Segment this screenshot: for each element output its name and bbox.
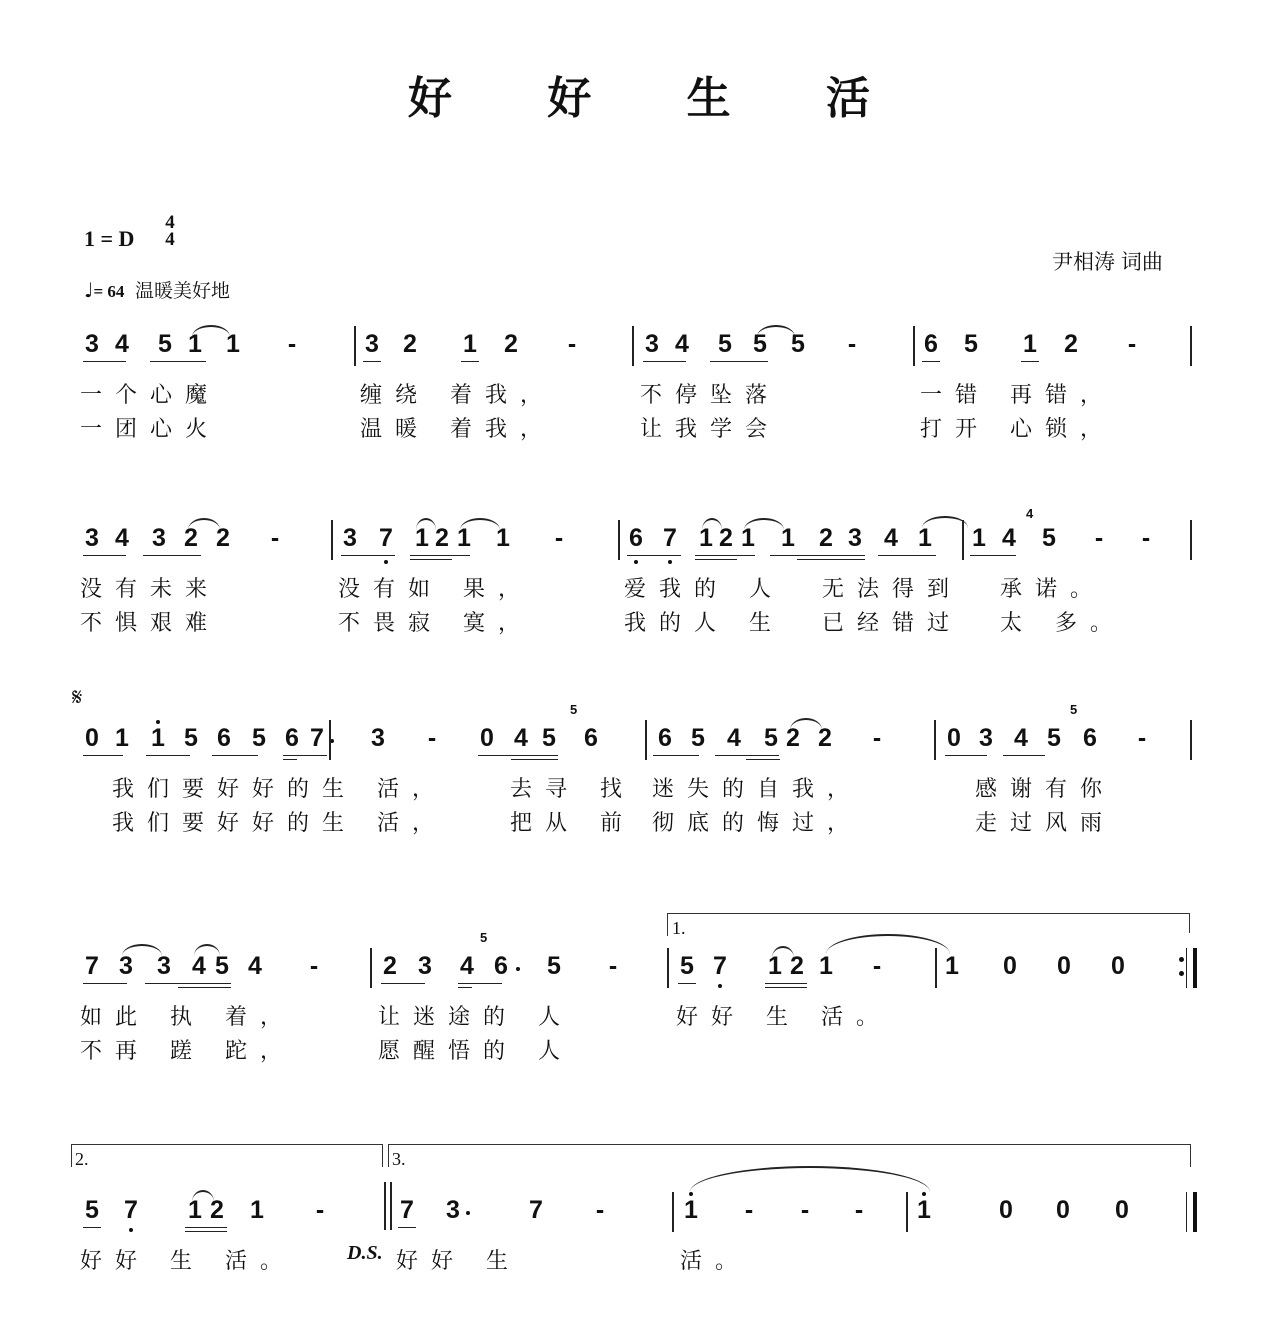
barline — [354, 326, 356, 366]
lyric-verse-1: 我们要好好的生 活， — [112, 777, 447, 802]
tie — [702, 518, 722, 530]
note: 5 — [964, 330, 978, 358]
underline — [770, 555, 865, 556]
note: 4 — [115, 524, 129, 552]
underline — [83, 361, 126, 362]
note: 5 — [184, 724, 198, 752]
tie — [188, 518, 220, 530]
note: 0 — [85, 724, 99, 752]
note: 4 — [192, 952, 206, 980]
note: 2 — [383, 952, 397, 980]
note: 5 — [691, 724, 705, 752]
dash: - — [608, 952, 618, 980]
note: 0 — [999, 1196, 1013, 1224]
note: 4 — [727, 724, 741, 752]
lyric-verse-1: 感谢有你 — [975, 777, 1116, 802]
note: 1 — [768, 952, 782, 980]
note: 5 — [547, 952, 561, 980]
note: 1 — [463, 330, 477, 358]
barline — [1190, 520, 1192, 560]
note: 3 — [446, 1196, 460, 1224]
underline — [458, 987, 472, 988]
underline — [83, 983, 127, 984]
note: 1 — [684, 1196, 698, 1224]
note: 3 — [343, 524, 357, 552]
underline — [746, 759, 780, 760]
dash: - — [315, 1196, 325, 1224]
lyric-verse-2: 彻底的悔过， — [652, 811, 863, 836]
note: 1 — [945, 952, 959, 980]
barline — [913, 326, 915, 366]
low-octave-dot — [718, 984, 722, 988]
double-barline — [384, 1182, 392, 1230]
lyric-verse-2: 打开 心锁， — [920, 417, 1115, 442]
lyric-verse-2: 温暖 着我， — [360, 417, 555, 442]
underline — [83, 1227, 101, 1228]
note: 3 — [152, 524, 166, 552]
grace-note: 5 — [480, 930, 488, 945]
note: 2 — [719, 524, 733, 552]
note: 7 — [400, 1196, 414, 1224]
note: 6 — [629, 524, 643, 552]
lyric-verse-2: 走过风雨 — [975, 811, 1116, 836]
volta-label-2: 2. — [75, 1149, 89, 1169]
underline — [150, 361, 206, 362]
note: 1 — [819, 952, 833, 980]
underline — [363, 361, 381, 362]
note: 5 — [158, 330, 172, 358]
lyric-verse-2: 一团心火 — [80, 417, 221, 442]
note: 7 — [529, 1196, 543, 1224]
note: 0 — [1057, 952, 1071, 980]
note: 1 — [1023, 330, 1037, 358]
note: 6 — [924, 330, 938, 358]
lyric-verse-2: 不再 蹉 跎， — [80, 1039, 295, 1064]
repeat-end-barline — [1186, 948, 1197, 988]
volta-bracket-3 — [388, 1144, 1191, 1167]
lyric-verse-1: 爱我的 人 — [624, 577, 784, 602]
note: 1 — [250, 1196, 264, 1224]
note: 3 — [418, 952, 432, 980]
note: 1 — [226, 330, 240, 358]
note: 1 — [415, 524, 429, 552]
barline — [331, 520, 333, 560]
note: 6 — [658, 724, 672, 752]
underline — [146, 755, 190, 756]
tie — [826, 934, 950, 954]
lyric-verse-1: 不停坠落 — [640, 383, 781, 408]
note: 2 — [819, 524, 833, 552]
barline — [935, 948, 937, 988]
note: 5 — [1042, 524, 1056, 552]
dal-segno-marking: D.S. — [347, 1242, 383, 1264]
lyric-verse-1: 好好 生 — [396, 1249, 521, 1274]
dash: - — [854, 1196, 864, 1224]
quarter-note-icon: ♩ — [84, 278, 94, 302]
underline — [797, 559, 865, 560]
lyric-verse-2: 愿醒悟的 人 — [378, 1039, 573, 1064]
low-octave-dot — [668, 560, 672, 564]
barline — [672, 1192, 674, 1232]
underline — [185, 1227, 227, 1228]
tempo-marking — [84, 276, 230, 303]
tie — [790, 718, 822, 730]
tie — [690, 1166, 930, 1192]
key-signature: 1 = D — [84, 226, 135, 251]
grace-note: 5 — [570, 702, 578, 717]
lyric-verse-2: 我的人 生 — [624, 611, 784, 636]
underline — [765, 983, 807, 984]
volta-bracket-2 — [71, 1144, 383, 1167]
lyric-verse-1: 承诺。 — [1000, 577, 1106, 602]
underline — [185, 1231, 227, 1232]
dash: - — [1094, 524, 1104, 552]
lyric-verse-1: 好好 生 活。 — [80, 1249, 295, 1274]
barline — [934, 720, 936, 760]
underline — [212, 755, 258, 756]
note: 4 — [115, 330, 129, 358]
dash: - — [309, 952, 319, 980]
note: 5 — [680, 952, 694, 980]
underline — [83, 555, 126, 556]
repeat-dots — [1179, 957, 1183, 985]
tie — [772, 946, 794, 958]
low-octave-dot — [634, 560, 638, 564]
lyric-verse-2: 已经错过 — [822, 611, 963, 636]
time-sig-top: 4 — [165, 212, 175, 233]
underline — [695, 555, 755, 556]
note: 1 — [115, 724, 129, 752]
underline — [478, 755, 558, 756]
note: 4 — [884, 524, 898, 552]
underline — [1021, 361, 1039, 362]
volta-label-1: 1. — [672, 918, 686, 938]
note: 3 — [645, 330, 659, 358]
note: 6 — [1083, 724, 1097, 752]
note: 2 — [504, 330, 518, 358]
note: 7 — [379, 524, 393, 552]
note: 3 — [979, 724, 993, 752]
note: 0 — [1111, 952, 1125, 980]
note: 3 — [365, 330, 379, 358]
barline — [618, 520, 620, 560]
underline — [653, 755, 699, 756]
underline — [970, 555, 1016, 556]
underline — [410, 559, 452, 560]
underline — [461, 361, 479, 362]
volta-end — [1189, 913, 1190, 933]
song-title: 好 好 生 活 — [408, 73, 910, 124]
note: 1 — [457, 524, 471, 552]
augmentation-dot — [516, 967, 520, 971]
barline — [645, 720, 647, 760]
dash: - — [1141, 524, 1151, 552]
note: 5 — [542, 724, 556, 752]
high-octave-dot — [156, 720, 160, 724]
note: 5 — [718, 330, 732, 358]
tie — [194, 944, 220, 956]
note: 3 — [119, 952, 133, 980]
tie — [192, 325, 230, 337]
underline — [283, 755, 327, 756]
underline — [1003, 755, 1045, 756]
note: 7 — [310, 724, 324, 752]
note: 6 — [285, 724, 299, 752]
time-sig-bottom: 4 — [165, 229, 175, 250]
note: 1 — [918, 524, 932, 552]
dash: - — [287, 330, 297, 358]
note: 2 — [435, 524, 449, 552]
lyric-verse-1: 一个心魔 — [80, 383, 221, 408]
note: 5 — [764, 724, 778, 752]
underline — [511, 759, 558, 760]
underline — [715, 755, 779, 756]
tie — [757, 325, 795, 337]
note: 5 — [85, 1196, 99, 1224]
dash: - — [847, 330, 857, 358]
lyric-verse-1: 缠绕 着我， — [360, 383, 555, 408]
tie — [416, 518, 436, 530]
note: 1 — [781, 524, 795, 552]
barline — [1190, 326, 1192, 366]
note: 7 — [663, 524, 677, 552]
lyric-verse-1: 去寻 找 — [510, 777, 635, 802]
underline — [398, 1227, 416, 1228]
underline — [878, 555, 936, 556]
note: 1 — [741, 524, 755, 552]
underline — [283, 759, 297, 760]
dash: - — [1137, 724, 1147, 752]
underline — [765, 987, 807, 988]
note: 4 — [460, 952, 474, 980]
high-octave-dot — [922, 1192, 926, 1196]
note: 1 — [151, 724, 165, 752]
barline — [329, 720, 331, 760]
dash: - — [1127, 330, 1137, 358]
note: 7 — [124, 1196, 138, 1224]
note: 0 — [1003, 952, 1017, 980]
note: 0 — [1115, 1196, 1129, 1224]
note: 4 — [675, 330, 689, 358]
composer-credit: 尹相涛 词曲 — [1052, 251, 1163, 274]
lyric-verse-1: 一错 再错， — [920, 383, 1115, 408]
volta-bracket-1 — [667, 913, 1190, 936]
high-octave-dot — [689, 1192, 693, 1196]
note: 2 — [210, 1196, 224, 1224]
underline — [710, 361, 768, 362]
time-signature — [160, 214, 180, 248]
note: 6 — [217, 724, 231, 752]
segno-icon: 𝄋 — [72, 683, 83, 711]
note: 0 — [1056, 1196, 1070, 1224]
note: 1 — [699, 524, 713, 552]
underline — [922, 361, 940, 362]
lyric-verse-1: 迷失的自我， — [652, 777, 863, 802]
tie — [460, 518, 500, 530]
lyric-verse-1: 让迷途的 人 — [378, 1005, 573, 1030]
note: 4 — [1014, 724, 1028, 752]
note: 1 — [972, 524, 986, 552]
dash: - — [595, 1196, 605, 1224]
underline — [458, 983, 502, 984]
note: 7 — [713, 952, 727, 980]
note: 1 — [188, 330, 202, 358]
underline — [695, 559, 737, 560]
note: 3 — [85, 330, 99, 358]
underline — [627, 555, 681, 556]
tempo-value: = 64 — [93, 282, 125, 301]
underline — [145, 983, 231, 984]
barline — [370, 948, 372, 988]
dash: - — [800, 1196, 810, 1224]
dash: - — [744, 1196, 754, 1224]
lyric-verse-2: 太 多。 — [1000, 611, 1125, 636]
expression-text: 温暖美好地 — [134, 281, 230, 302]
note: 1 — [188, 1196, 202, 1224]
note: 2 — [403, 330, 417, 358]
note: 0 — [480, 724, 494, 752]
note: 3 — [85, 524, 99, 552]
tie — [744, 518, 784, 530]
underline — [341, 555, 395, 556]
note: 3 — [371, 724, 385, 752]
dash: - — [567, 330, 577, 358]
underline — [381, 983, 425, 984]
low-octave-dot — [129, 1228, 133, 1232]
underline — [178, 987, 231, 988]
final-barline — [1186, 1192, 1197, 1232]
underline — [643, 361, 686, 362]
note: 5 — [1047, 724, 1061, 752]
lyric-verse-1: 如此 执 着， — [80, 1005, 295, 1030]
note: 4 — [248, 952, 262, 980]
note: 7 — [85, 952, 99, 980]
underline — [143, 555, 201, 556]
underline — [945, 755, 987, 756]
note: 4 — [1002, 524, 1016, 552]
note: 2 — [790, 952, 804, 980]
note: 5 — [753, 330, 767, 358]
lyric-verse-2: 不畏寂 寞， — [338, 611, 533, 636]
lyric-verse-1: 无法得到 — [822, 577, 963, 602]
note: 5 — [215, 952, 229, 980]
note: 2 — [184, 524, 198, 552]
note: 5 — [791, 330, 805, 358]
barline — [962, 520, 964, 560]
barline — [906, 1192, 908, 1232]
note: 2 — [818, 724, 832, 752]
note: 2 — [1064, 330, 1078, 358]
dash: - — [427, 724, 437, 752]
note: 5 — [252, 724, 266, 752]
underline — [83, 755, 123, 756]
dash: - — [554, 524, 564, 552]
lyric-verse-2: 我们要好好的生 活， — [112, 811, 447, 836]
underline — [410, 555, 470, 556]
grace-note: 4 — [1026, 506, 1034, 521]
low-octave-dot — [384, 560, 388, 564]
underline — [678, 983, 696, 984]
dash: - — [872, 724, 882, 752]
note: 2 — [216, 524, 230, 552]
lyric-verse-2: 让我学会 — [640, 417, 781, 442]
lyric-verse-1: 没有未来 — [80, 577, 221, 602]
note: 2 — [786, 724, 800, 752]
lyric-verse-1: 没有如 果， — [338, 577, 533, 602]
barline — [632, 326, 634, 366]
lyric-verse-2: 把从 前 — [510, 811, 635, 836]
barline — [1190, 720, 1192, 760]
lyric-verse-2: 不惧艰难 — [80, 611, 221, 636]
note: 4 — [514, 724, 528, 752]
tie — [122, 944, 162, 956]
note: 3 — [157, 952, 171, 980]
dash: - — [872, 952, 882, 980]
note: 3 — [848, 524, 862, 552]
lyric-verse-1: 活。 — [680, 1249, 751, 1274]
note: 0 — [947, 724, 961, 752]
note: 6 — [494, 952, 508, 980]
note: 1 — [496, 524, 510, 552]
augmentation-dot — [466, 1211, 470, 1215]
dash: - — [270, 524, 280, 552]
volta-label-3: 3. — [392, 1149, 406, 1169]
tie — [192, 1190, 214, 1202]
note: 6 — [584, 724, 598, 752]
grace-note: 5 — [1070, 702, 1078, 717]
lyric-verse-1: 好好 生 活。 — [676, 1005, 891, 1030]
barline — [667, 948, 669, 988]
note: 1 — [917, 1196, 931, 1224]
